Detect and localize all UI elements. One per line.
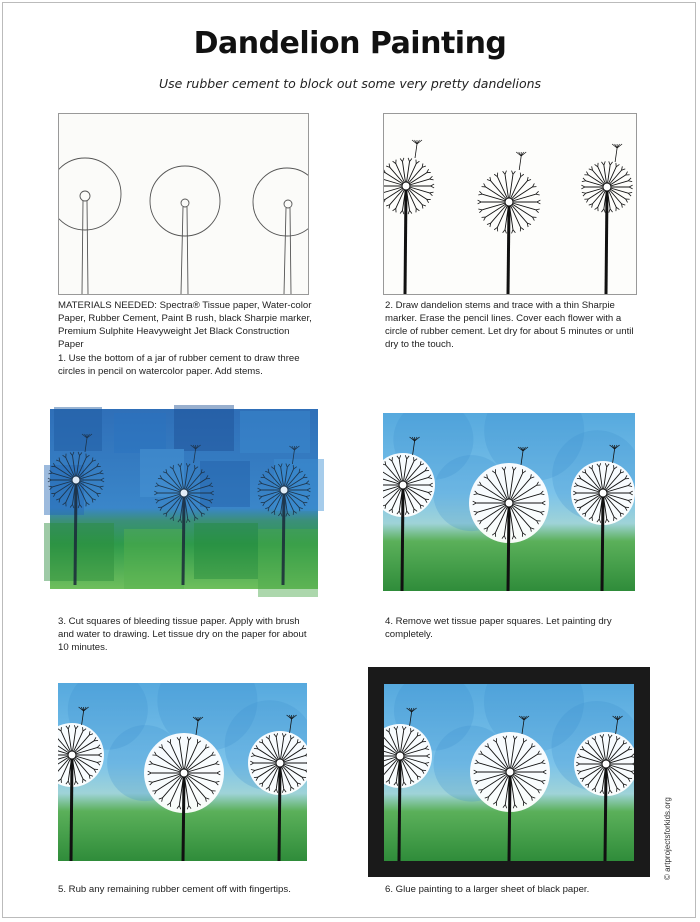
page-title: Dandelion Painting (193, 26, 507, 61)
page-subtitle: Use rubber cement to block out some very pretty dandelions (158, 76, 542, 91)
copyright-vertical (651, 780, 672, 880)
step2-caption: 2. Draw dandelion stems and trace with a thin Sharpie marker. Erase the pencil lines. Cover each flower with a circle of rubber cement. Let dry for about 5 minutes or until dry to the touch. (385, 300, 634, 350)
step5-caption: 5. Rub any remaining rubber cement off with fingertips. (58, 884, 291, 895)
step3-image (44, 405, 327, 605)
step6-caption: 6. Glue painting to a larger sheet of black paper. (385, 884, 590, 895)
step1-image (58, 113, 309, 295)
step6-black-mount (368, 667, 650, 877)
copyright-text: © artprojectsforkids.org (663, 797, 672, 880)
step4-image (383, 413, 635, 591)
step3-caption: 3. Cut squares of bleeding tissue paper. Apply with brush and water to drawing. Let tissue dry on the paper for about 10 minutes. (58, 616, 307, 653)
step1-caption: 1. Use the bottom of a jar of rubber cement to draw three circles in pencil on watercolor paper. Add stems. (58, 353, 300, 377)
step2-image (383, 113, 637, 295)
step5-image (58, 683, 307, 861)
materials-caption: MATERIALS NEEDED: Spectra® Tissue paper, Water-color Paper, Rubber Cement, Paint B rush, black Sharpie marker, Premium Sulphite Heavyweight Jet Black Construction Paper (58, 300, 312, 350)
step4-caption: 4. Remove wet tissue paper squares. Let painting dry completely. (385, 616, 612, 640)
step6-image (384, 684, 634, 861)
